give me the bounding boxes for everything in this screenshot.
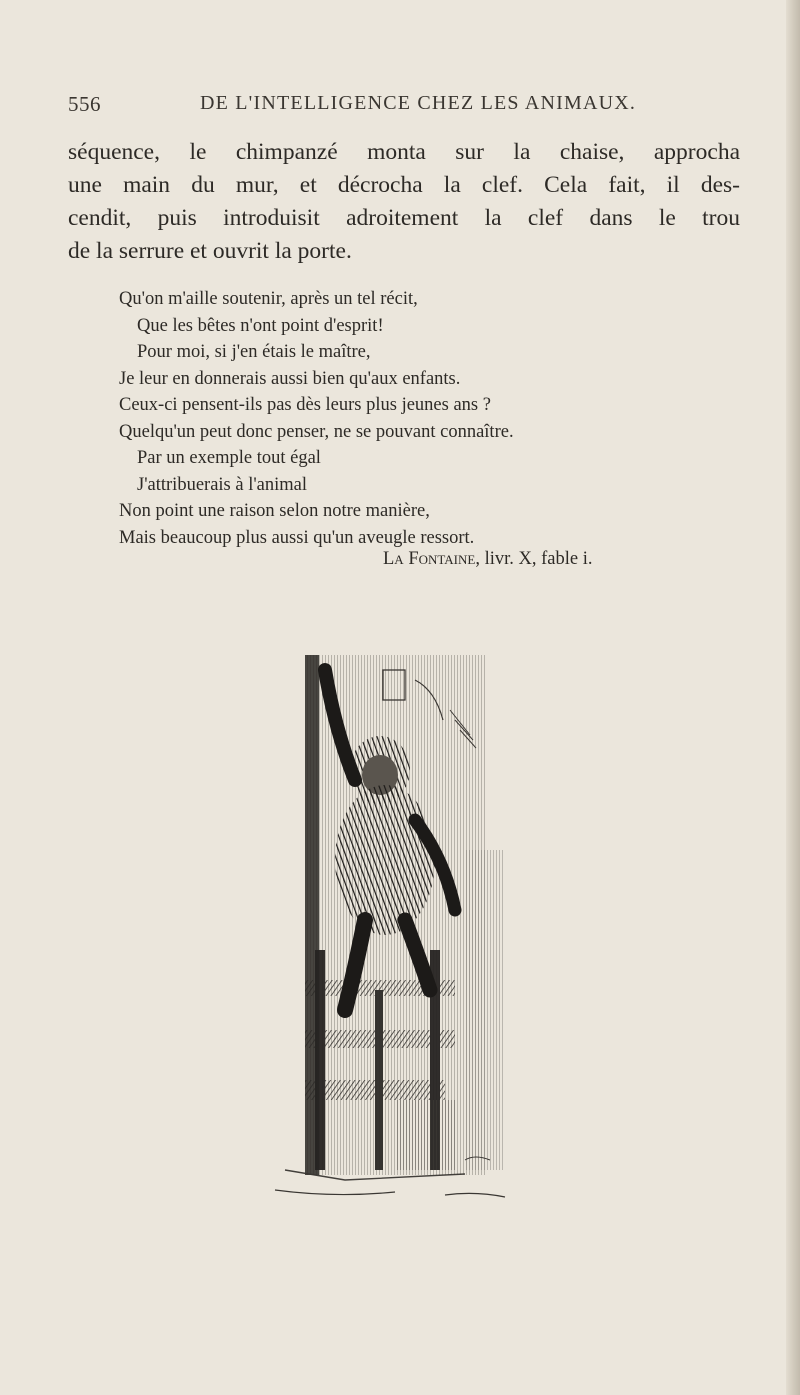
- verse-line: Qu'on m'aille soutenir, après un tel récit,: [119, 289, 418, 309]
- page-number: 556: [68, 92, 101, 116]
- attribution-author: La Fontaine: [383, 549, 476, 569]
- verse-line: Mais beaucoup plus aussi qu'un aveugle ressort.: [119, 527, 475, 548]
- verse-quotation: [119, 286, 739, 551]
- paragraph-line: une main du mur, et décrocha la clef. Cela fait, il des-: [68, 172, 740, 198]
- paragraph-line: séquence, le chimpanzé monta sur la chaise, approcha: [68, 139, 740, 165]
- body-paragraph: [68, 136, 740, 268]
- running-title: DE L'INTELLIGENCE CHEZ LES ANIMAUX.: [200, 92, 637, 114]
- paragraph-line: de la serrure et ouvrit la porte.: [68, 238, 352, 264]
- verse-line: Quelqu'un peut donc penser, ne se pouvant connaître.: [119, 421, 514, 442]
- verse-line: Par un exemple tout égal: [137, 448, 321, 468]
- chimpanzee-engraving: [265, 650, 555, 1210]
- verse-line: Pour moi, si j'en étais le maître,: [137, 342, 371, 362]
- verse-line: J'attribuerais à l'animal: [137, 474, 308, 495]
- attribution-source: , livr. X, fable i.: [475, 549, 593, 569]
- running-head: [68, 92, 748, 122]
- verse-attribution: [383, 549, 592, 570]
- verse-line: Je leur en donnerais aussi bien qu'aux enfants.: [119, 368, 461, 389]
- paragraph-line: cendit, puis introduisit adroitement la clef dans le trou: [68, 205, 740, 231]
- verse-line: Ceux-ci pensent-ils pas dès leurs plus jeunes ans ?: [119, 395, 491, 415]
- verse-line: Non point une raison selon notre manière,: [119, 501, 430, 521]
- page-edge: [786, 0, 800, 1395]
- verse-line: Que les bêtes n'ont point d'esprit!: [137, 315, 384, 336]
